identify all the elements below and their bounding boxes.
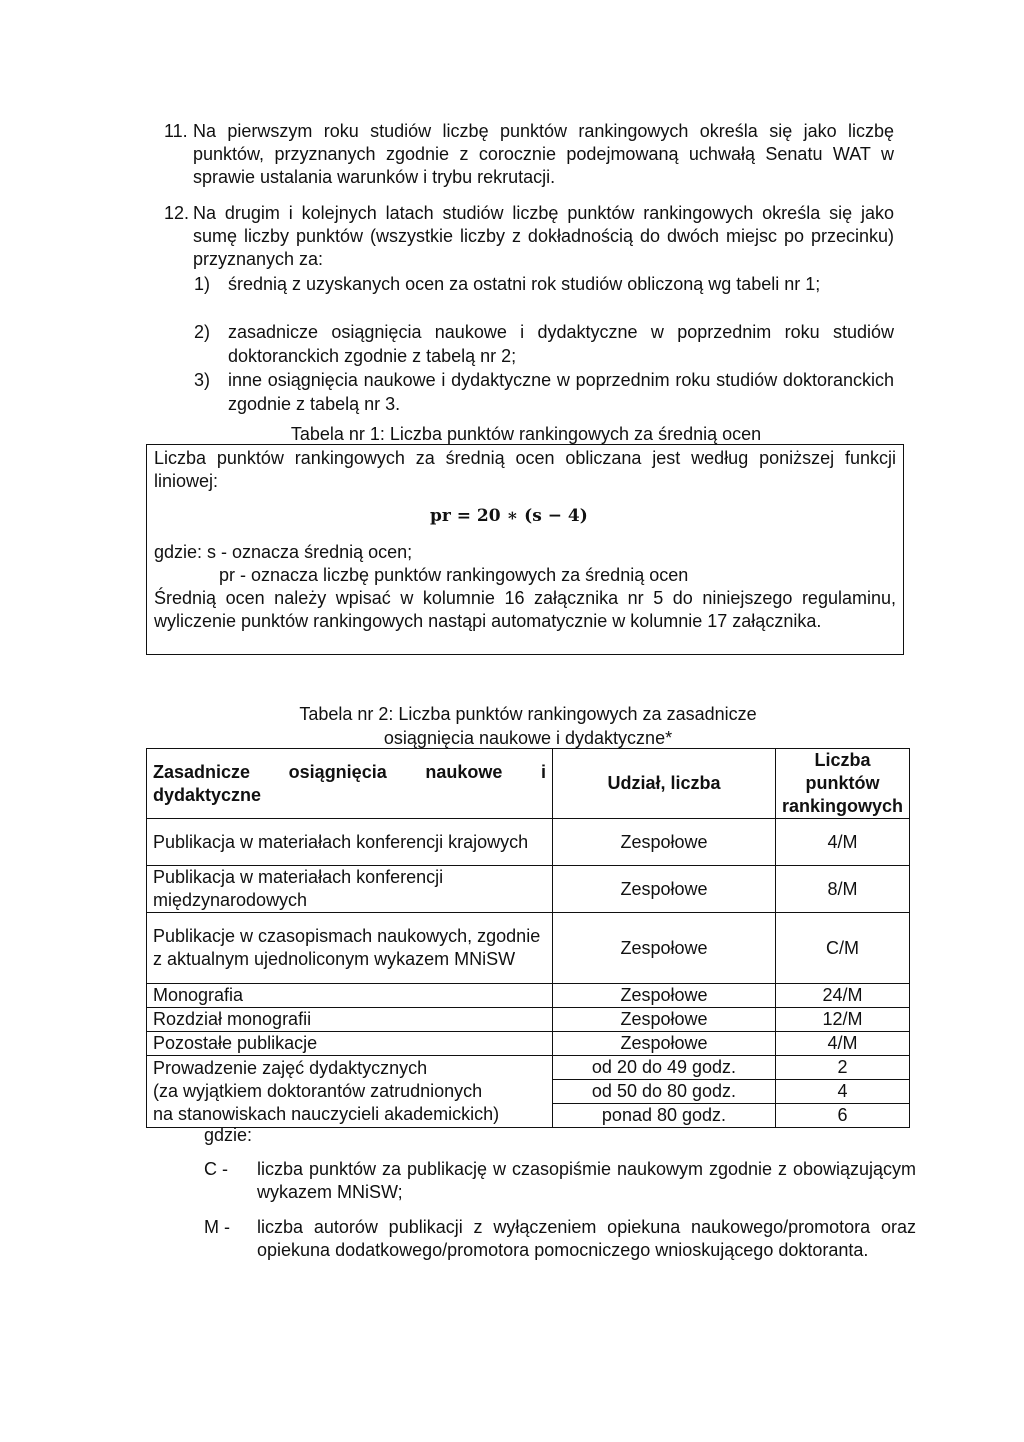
table-header-row xyxy=(147,749,910,819)
row-share: Zespołowe xyxy=(553,866,776,913)
row-points: 24/M xyxy=(775,984,909,1008)
row-share: Zespołowe xyxy=(553,819,776,866)
header-achievements: Zasadnicze osiągnięcia naukowe i dydaktyczne xyxy=(147,749,553,819)
teaching-points: 4 xyxy=(775,1080,909,1104)
legend-item-m xyxy=(204,1216,916,1262)
table-row-teaching xyxy=(147,1056,910,1080)
list-item-text: inne osiągnięcia naukowe i dydaktyczne w poprzednim roku studiów doktoranckich zgodnie z tabelą nr 3. xyxy=(228,370,894,414)
teaching-range: od 50 do 80 godz. xyxy=(553,1080,776,1104)
list-item-number: 3) xyxy=(194,370,211,390)
header-points: Liczba punktów rankingowych xyxy=(775,749,909,819)
legend-text: liczba punktów za publikację w czasopiśmie naukowym zgodnie z obowiązującym wykazem MNiSW; xyxy=(257,1159,916,1202)
table1-intro: Liczba punktów rankingowych za średnią ocen obliczana jest według poniższej funkcji liniowej: xyxy=(154,448,896,491)
row-share: Zespołowe xyxy=(553,984,776,1008)
row-name: Publikacja w materiałach konferencji międzynarodowych xyxy=(147,866,553,913)
header-share: Udział, liczba xyxy=(553,749,776,819)
list-item-2 xyxy=(194,320,894,368)
paragraph-12 xyxy=(164,202,894,271)
table1-where-pr: pr - oznacza liczbę punktów rankingowych za średnią ocen xyxy=(219,565,689,585)
list-item-number: 2) xyxy=(194,322,211,342)
legend-symbol: M - xyxy=(204,1217,230,1237)
list-item-text: zasadnicze osiągnięcia naukowe i dydaktyczne w poprzednim roku studiów doktoranckich zgodnie z tabelą nr 2; xyxy=(228,322,894,366)
legend-symbol: C - xyxy=(204,1159,228,1179)
row-points: 12/M xyxy=(775,1008,909,1032)
row-points: C/M xyxy=(775,913,909,984)
row-name: Publikacje w czasopismach naukowych, zgodnie z aktualnym ujednoliconym wykazem MNiSW xyxy=(147,913,553,984)
paragraph-text: Na drugim i kolejnych latach studiów liczbę punktów rankingowych określa się jako sumę liczby punktów (wszystkie liczby z dokładnością do dwóch miejsc po przecinku) przyznanych za: xyxy=(193,203,894,269)
row-name: Pozostałe publikacje xyxy=(147,1032,553,1056)
table1-where-s: gdzie: s - oznacza średnią ocen; xyxy=(154,542,413,562)
table-row xyxy=(147,1008,910,1032)
teaching-points: 2 xyxy=(775,1056,909,1080)
row-share: Zespołowe xyxy=(553,913,776,984)
teaching-name-line: Prowadzenie zajęć dydaktycznych xyxy=(153,1058,428,1078)
row-points: 4/M xyxy=(775,819,909,866)
list-item-text: średnią z uzyskanych ocen za ostatni rok studiów obliczoną wg tabeli nr 1; xyxy=(228,274,821,294)
table2-caption-line2: osiągnięcia naukowe i dydaktyczne* xyxy=(383,728,673,748)
table-row xyxy=(147,866,910,913)
table-row xyxy=(147,984,910,1008)
row-name: Publikacja w materiałach konferencji krajowych xyxy=(147,819,553,866)
list-item-number: 1) xyxy=(194,274,211,294)
paragraph-11 xyxy=(164,120,894,189)
teaching-name xyxy=(147,1056,553,1128)
row-name: Rozdział monografii xyxy=(147,1008,553,1032)
table-row xyxy=(147,913,910,984)
row-share: Zespołowe xyxy=(553,1032,776,1056)
table2-caption-line1: Tabela nr 2: Liczba punktów rankingowych za zasadnicze xyxy=(299,704,757,724)
table-row xyxy=(147,819,910,866)
legend-text: liczba autorów publikacji z wyłączeniem opiekuna naukowego/promotora oraz opiekuna dodatkowego/promotora pomocniczego wnioskującego doktoranta. xyxy=(257,1217,916,1260)
list-item-1 xyxy=(194,272,894,296)
teaching-range: ponad 80 godz. xyxy=(553,1104,776,1128)
paragraph-number: 11. xyxy=(164,121,188,141)
table1-caption: Tabela nr 1: Liczba punktów rankingowych za średnią ocen xyxy=(290,424,762,444)
legend-item-c xyxy=(204,1158,916,1204)
table2 xyxy=(146,748,910,1128)
legend-intro: gdzie: xyxy=(204,1125,253,1145)
table-row xyxy=(147,1032,910,1056)
row-name: Monografia xyxy=(147,984,553,1008)
table1-note: Średnią ocen należy wpisać w kolumnie 16 załącznika nr 5 do niniejszego regulaminu, wyliczenie punktów rankingowych nastąpi automatycznie w kolumnie 17 załącznika. xyxy=(154,588,896,631)
formula: pr = 20 ∗ (s − 4) xyxy=(430,506,588,526)
row-points: 4/M xyxy=(775,1032,909,1056)
teaching-range: od 20 do 49 godz. xyxy=(553,1056,776,1080)
teaching-name-line: na stanowiskach nauczycieli akademickich) xyxy=(153,1104,500,1124)
row-points: 8/M xyxy=(775,866,909,913)
list-item-3 xyxy=(194,368,894,416)
paragraph-number: 12. xyxy=(164,203,190,223)
teaching-points: 6 xyxy=(775,1104,909,1128)
row-share: Zespołowe xyxy=(553,1008,776,1032)
table1-box xyxy=(146,444,904,655)
table2-caption xyxy=(146,702,910,750)
paragraph-text: Na pierwszym roku studiów liczbę punktów rankingowych określa się jako liczbę punktów, przyznanych zgodnie z corocznie podejmowaną uchwałą Senatu WAT w sprawie ustalania warunków i trybu rekrutacji. xyxy=(193,121,894,187)
teaching-name-line: (za wyjątkiem doktorantów zatrudnionych xyxy=(153,1081,483,1101)
